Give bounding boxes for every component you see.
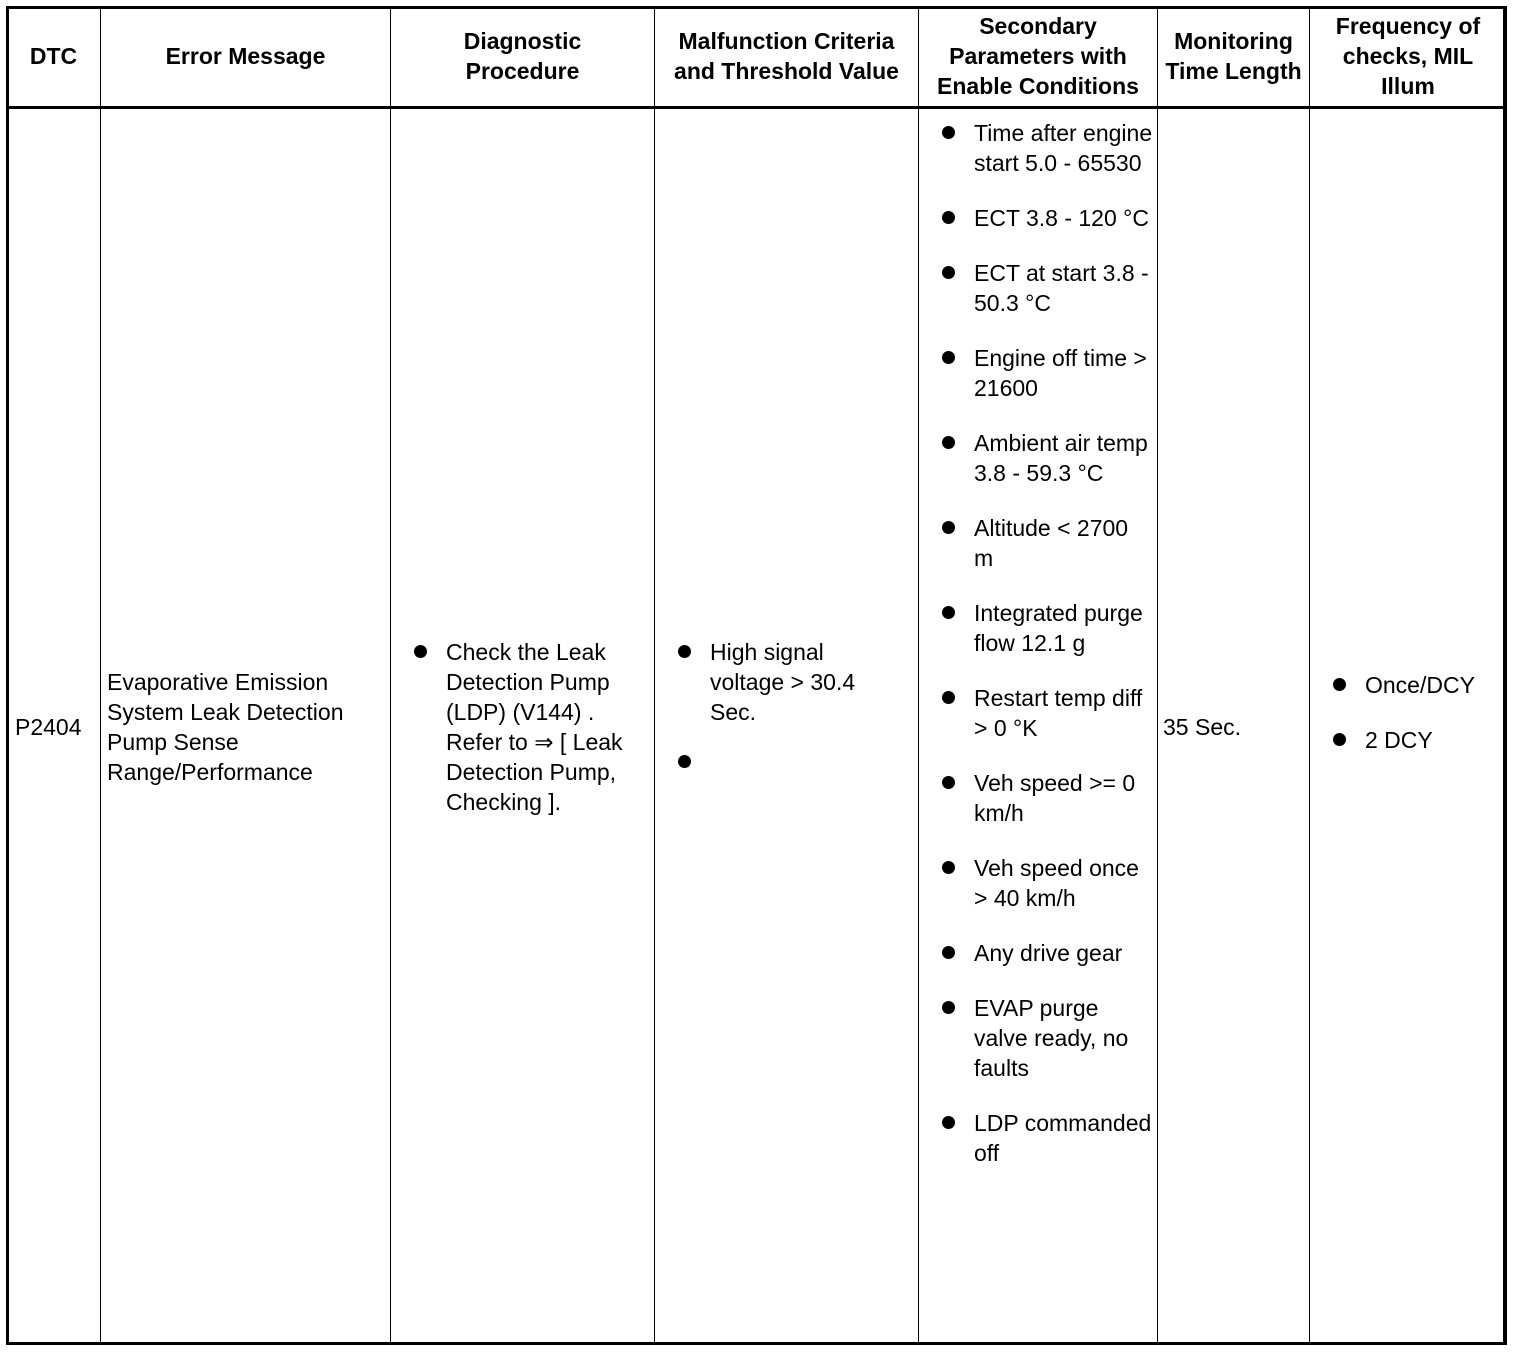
list-item: Once/DCY xyxy=(1310,670,1506,700)
list-item: High signal voltage > 30.4 Sec. xyxy=(655,637,888,727)
table-border xyxy=(6,6,1506,1345)
header-frequency: Frequency of checks, MIL Illum xyxy=(1310,6,1507,107)
list-item: Veh speed once > 40 km/h xyxy=(919,853,1153,913)
dtc-code: P2404 xyxy=(7,107,101,1345)
header-monitoring-time: Monitoring Time Length xyxy=(1158,6,1310,107)
list-item: Engine off time > 21600 xyxy=(919,343,1153,403)
list-item: Ambient air temp 3.8 - 59.3 °C xyxy=(919,428,1153,488)
monitoring-time: 35 Sec. xyxy=(1158,107,1310,1345)
list-item: Check the Leak Detection Pump (LDP) (V144) . Refer to ⇒ [ Leak Detection Pump, Checking ]. xyxy=(391,637,646,817)
header-error-message: Error Message xyxy=(101,6,391,107)
list-item: EVAP purge valve ready, no faults xyxy=(919,993,1153,1083)
error-message: Evaporative Emission System Leak Detection Pump Sense Range/Performance xyxy=(101,107,391,1345)
list-item: 2 DCY xyxy=(1310,725,1506,755)
header-malfunction-criteria: Malfunction Criteria and Threshold Value xyxy=(655,6,919,107)
list-item: ECT 3.8 - 120 °C xyxy=(919,203,1153,233)
list-item: Any drive gear xyxy=(919,938,1153,968)
list-item: Altitude < 2700 m xyxy=(919,513,1153,573)
header-diagnostic-procedure: Diagnostic Procedure xyxy=(391,6,655,107)
list-item: LDP commanded off xyxy=(919,1108,1153,1168)
list-item: ECT at start 3.8 - 50.3 °C xyxy=(919,258,1153,318)
list-item: Restart temp diff > 0 °K xyxy=(919,683,1153,743)
list-item: Integrated purge flow 12.1 g xyxy=(919,598,1153,658)
list-item: Veh speed >= 0 km/h xyxy=(919,768,1153,828)
header-dtc: DTC xyxy=(7,6,101,107)
header-secondary-parameters: Secondary Parameters with Enable Conditions xyxy=(919,6,1158,107)
list-item: Time after engine start 5.0 - 65530 xyxy=(919,118,1153,178)
